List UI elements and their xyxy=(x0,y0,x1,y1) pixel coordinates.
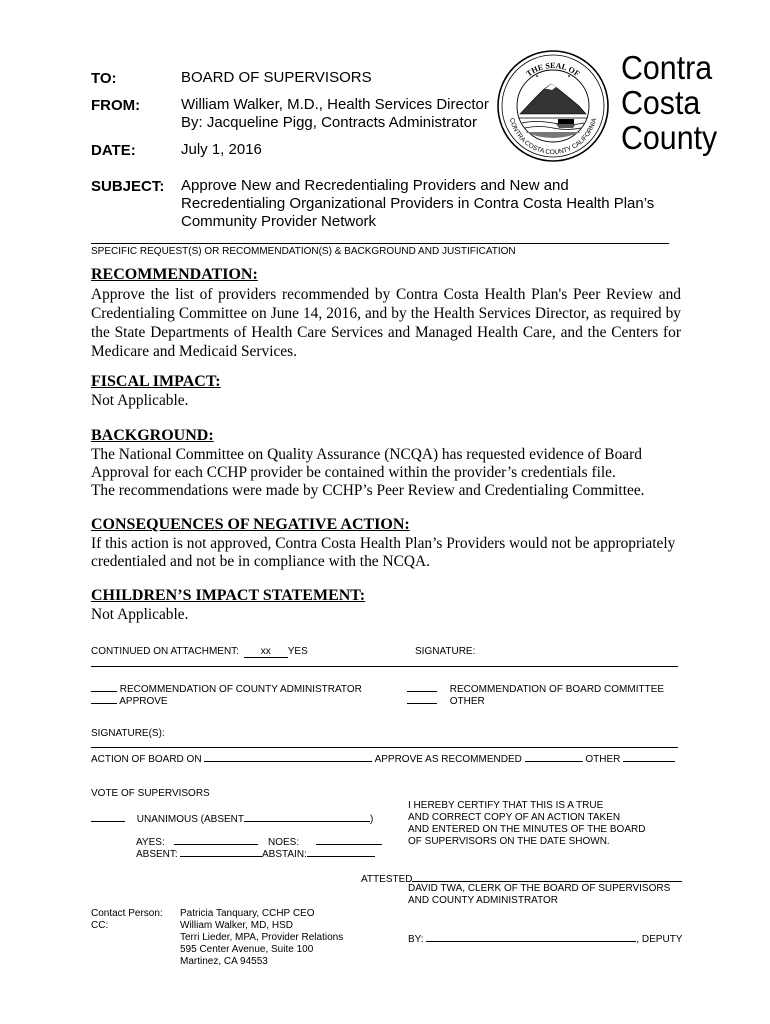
request-heading: SPECIFIC REQUEST(S) OR RECOMMENDATION(S) & BACKGROUND AND JUSTIFICATION xyxy=(91,246,516,257)
signature-rule[interactable] xyxy=(91,666,678,667)
by-label: BY: xyxy=(408,934,424,945)
background-line-1: The National Committee on Quality Assurance (NCQA) has requested evidence of Board xyxy=(91,446,642,463)
date-label: DATE: xyxy=(91,142,136,159)
abstain-blank[interactable] xyxy=(307,847,375,857)
by-blank[interactable] xyxy=(426,932,636,942)
subject-line-3: Community Provider Network xyxy=(181,213,377,230)
seal-top-text: THE SEAL OF xyxy=(524,60,582,79)
rec-board-committee-blank[interactable] xyxy=(407,682,437,692)
clerk-line-2: AND COUNTY ADMINISTRATOR xyxy=(408,895,559,906)
date-value: July 1, 2016 xyxy=(181,141,262,158)
certify-line-1: I HEREBY CERTIFY THAT THIS IS A TRUE xyxy=(408,800,604,811)
by-deputy-row xyxy=(408,932,682,945)
contact-address-1: 595 Center Avenue, Suite 100 xyxy=(180,944,314,955)
other-row[interactable] xyxy=(407,694,485,707)
recommendation-heading: RECOMMENDATION: xyxy=(91,266,258,283)
certify-line-4: OF SUPERVISORS ON THE DATE SHOWN. xyxy=(408,836,610,847)
unanimous-row xyxy=(91,812,373,825)
from-line-1: William Walker, M.D., Health Services Director xyxy=(181,96,489,113)
contact-name-3: Terri Lieder, MPA, Provider Relations xyxy=(180,932,344,943)
fiscal-impact-text: Not Applicable. xyxy=(91,392,189,409)
abstain-label: ABSTAIN: xyxy=(262,849,307,860)
county-seal-image xyxy=(495,48,611,164)
vote-label: VOTE OF SUPERVISORS xyxy=(91,788,210,799)
attested-label: ATTESTED xyxy=(361,874,413,885)
to-label: TO: xyxy=(91,70,117,87)
seal-bottom-text: CONTRA COSTA COUNTY CALIFORNIA xyxy=(507,117,599,157)
approve-as-recommended-blank[interactable] xyxy=(525,752,583,762)
county-name-line-2: Costa xyxy=(621,84,701,121)
ayes-blank[interactable] xyxy=(174,835,258,845)
ayes-label: AYES: xyxy=(136,837,165,848)
unanimous-blank[interactable] xyxy=(91,812,125,822)
approve-label: APPROVE xyxy=(119,696,168,707)
signatures-label: SIGNATURE(S): xyxy=(91,728,165,739)
absent-blank[interactable] xyxy=(180,847,262,857)
approve-blank[interactable] xyxy=(91,694,117,704)
absent-label: ABSENT: xyxy=(136,849,178,860)
other-upper-label: OTHER xyxy=(585,754,621,765)
contact-person-label: Contact Person: xyxy=(91,908,163,919)
absent-row xyxy=(136,847,375,860)
to-value: BOARD OF SUPERVISORS xyxy=(181,69,372,86)
other-label: OTHER xyxy=(449,696,485,707)
rec-county-admin-label: RECOMMENDATION OF COUNTY ADMINISTRATOR xyxy=(119,684,362,695)
signature-label: SIGNATURE: xyxy=(415,646,476,657)
county-name-line-1: Contra xyxy=(621,49,713,86)
action-date-blank[interactable] xyxy=(204,752,372,762)
rec-county-admin-blank[interactable] xyxy=(91,682,117,692)
childrens-impact-heading: CHILDREN’S IMPACT STATEMENT: xyxy=(91,587,366,604)
rec-board-committee-label: RECOMMENDATION OF BOARD COMMITTEE xyxy=(449,684,665,695)
consequences-heading: CONSEQUENCES OF NEGATIVE ACTION: xyxy=(91,516,410,533)
unanimous-label: UNANIMOUS (ABSENT xyxy=(136,814,245,825)
continued-label: CONTINUED ON ATTACHMENT: xyxy=(91,646,239,657)
noes-label: NOES: xyxy=(268,837,300,848)
subject-line-2: Recredentialing Organizational Providers in Contra Costa Health Plan’s xyxy=(181,195,655,212)
subject-label: SUBJECT: xyxy=(91,178,165,195)
deputy-label: , DEPUTY xyxy=(636,934,683,945)
county-name-line-3: County xyxy=(621,119,718,156)
certify-line-2: AND CORRECT COPY OF AN ACTION TAKEN xyxy=(408,812,621,823)
from-line-2: By: Jacqueline Pigg, Contracts Administrator xyxy=(181,114,477,131)
continued-yes: YES xyxy=(287,646,308,657)
other-blank[interactable] xyxy=(407,694,437,704)
approve-as-recommended-label: APPROVE AS RECOMMENDED xyxy=(374,754,522,765)
attested-blank[interactable] xyxy=(412,872,682,882)
consequences-line-2: credentialed and not be in compliance with the NCQA. xyxy=(91,553,430,570)
approve-row[interactable] xyxy=(91,694,168,707)
contact-name-2: William Walker, MD, HSD xyxy=(180,920,293,931)
signatures-rule[interactable] xyxy=(91,747,678,748)
consequences-line-1: If this action is not approved, Contra Costa Health Plan’s Providers would not be appropriately xyxy=(91,535,676,552)
clerk-line-1: DAVID TWA, CLERK OF THE BOARD OF SUPERVISORS xyxy=(408,883,671,894)
recommendation-text: Approve the list of providers recommended by Contra Costa Health Plan's Peer Review and Credentialing Committee on June 14, 2016, and by the Health Services Director, as required by the State Departments of Health Care Services and Managed Health Care, and the Centers for Medicare and Medicaid Services. xyxy=(91,286,681,360)
request-divider xyxy=(91,243,669,244)
from-label: FROM: xyxy=(91,97,141,114)
childrens-impact-text: Not Applicable. xyxy=(91,606,189,623)
action-of-board-row xyxy=(91,752,675,765)
close-paren: ) xyxy=(370,814,374,825)
contact-address-2: Martinez, CA 94553 xyxy=(180,956,268,967)
background-line-2: Approval for each CCHP provider be contained within the provider’s credentials file. xyxy=(91,464,616,481)
continued-mark[interactable]: xx xyxy=(244,646,288,658)
subject-line-1: Approve New and Recredentialing Providers and New and xyxy=(181,177,569,194)
absent-names-blank[interactable] xyxy=(244,812,370,822)
noes-blank[interactable] xyxy=(316,835,382,845)
action-of-board-label: ACTION OF BOARD ON xyxy=(91,754,202,765)
contact-name-1: Patricia Tanquary, CCHP CEO xyxy=(180,908,315,919)
certify-line-3: AND ENTERED ON THE MINUTES OF THE BOARD xyxy=(408,824,646,835)
cc-label: CC: xyxy=(91,920,109,931)
continued-on-attachment xyxy=(91,646,308,658)
background-line-3: The recommendations were made by CCHP’s Peer Review and Credentialing Committee. xyxy=(91,482,645,499)
fiscal-impact-heading: FISCAL IMPACT: xyxy=(91,373,221,390)
background-heading: BACKGROUND: xyxy=(91,427,214,444)
other-upper-blank[interactable] xyxy=(623,752,675,762)
